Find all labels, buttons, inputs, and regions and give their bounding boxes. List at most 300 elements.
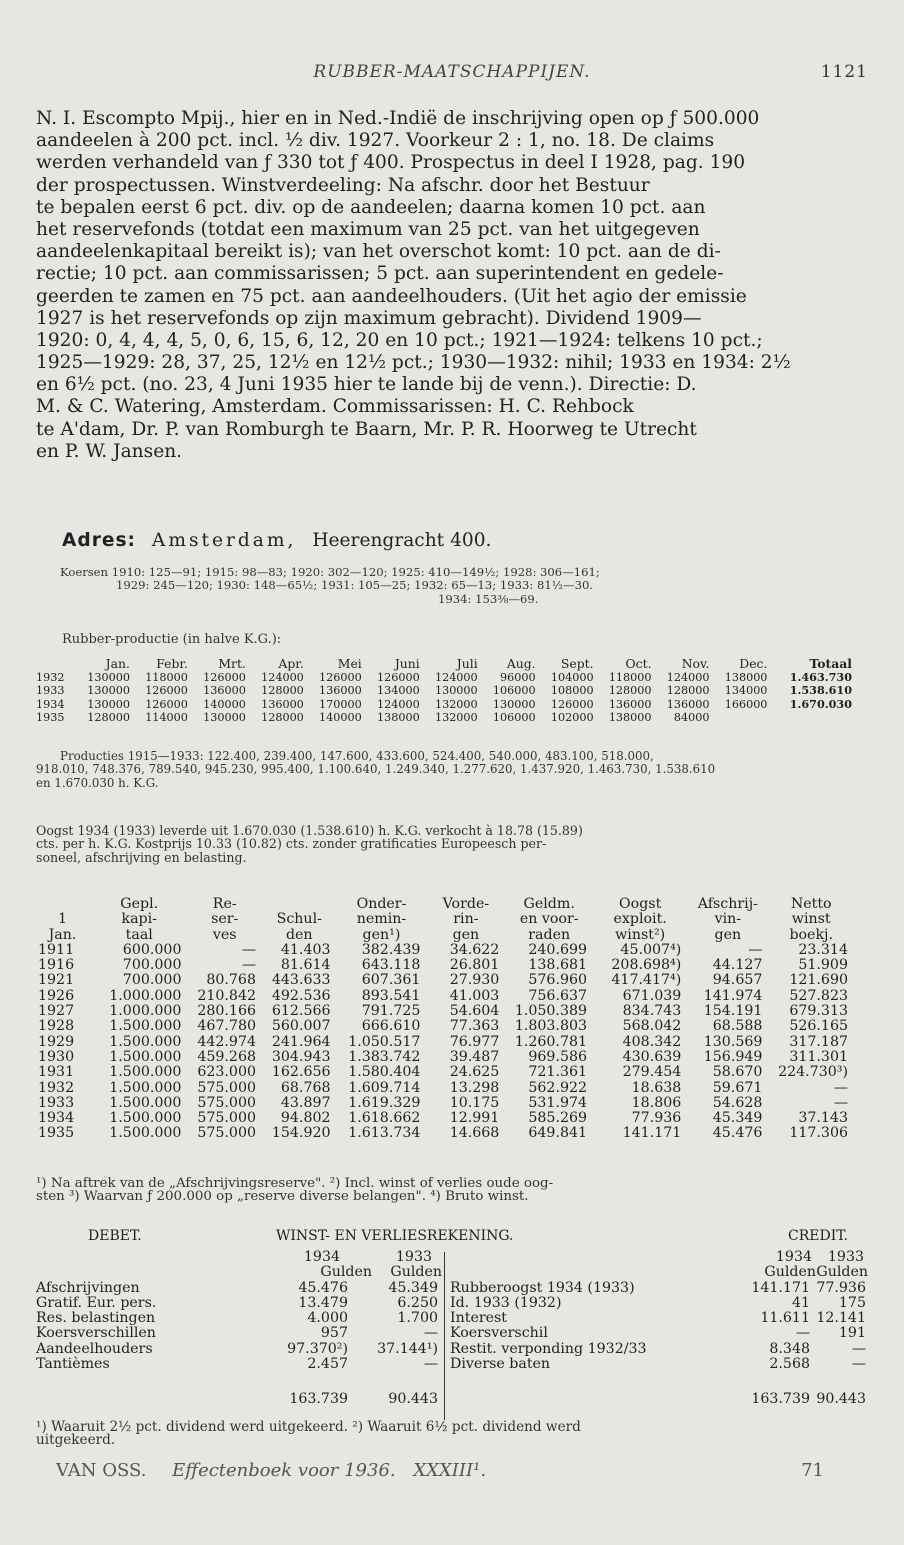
fin-header-row bbox=[34, 912, 854, 927]
fin-row bbox=[34, 1050, 854, 1065]
fin-cell: 13.298 bbox=[449, 1079, 500, 1096]
fin-cell: — bbox=[833, 1094, 848, 1111]
wv-credit-row bbox=[450, 1357, 868, 1372]
wv-credit-row bbox=[450, 1326, 868, 1341]
fin-cell: 1926 bbox=[38, 987, 75, 1004]
wv-value-b: — bbox=[423, 1356, 438, 1373]
wv-value-b: 6.250 bbox=[397, 1294, 438, 1311]
rubber-cell: 96000 bbox=[500, 670, 536, 684]
intro-line: 1920: 0, 4, 4, 4, 5, 0, 6, 15, 6, 12, 20 en 10 pct.; 1921—1924: telkens 10 pct.; bbox=[36, 329, 763, 351]
rubber-cell: 118000 bbox=[145, 670, 188, 684]
fin-cell: 81.614 bbox=[280, 957, 331, 974]
producties-line: 918.010, 748.376, 789.540, 945.230, 995.400, 1.100.640, 1.249.340, 1.277.620, 1.437.920, 1.463.730, 1.538.610 bbox=[36, 762, 716, 777]
rubber-row bbox=[36, 684, 852, 698]
address-label: Adres: bbox=[62, 530, 136, 551]
rubber-cell: 136000 bbox=[319, 684, 362, 698]
fin-cell: 59.671 bbox=[712, 1079, 763, 1096]
fin-row bbox=[34, 989, 854, 1004]
fin-header-cell bbox=[262, 897, 337, 912]
wv-value-b: 45.349 bbox=[388, 1279, 438, 1296]
fin-cell: 77.936 bbox=[631, 1110, 682, 1127]
fin-cell: 141.171 bbox=[622, 1125, 682, 1142]
fin-header-cell: gen¹) bbox=[362, 926, 401, 943]
rubber-cell: 102000 bbox=[550, 711, 594, 725]
rubber-cell: 136000 bbox=[203, 684, 246, 698]
fin-cell: 240.699 bbox=[528, 941, 588, 958]
fin-cell: 1932 bbox=[38, 1079, 75, 1096]
fin-cell: 138.681 bbox=[528, 957, 588, 974]
fin-header-cell: 1 bbox=[57, 911, 68, 928]
fin-header-cell: gen bbox=[452, 926, 480, 943]
wv-year-b: 1933 bbox=[395, 1249, 432, 1265]
intro-line: aandeelenkapitaal bereikt is); van het overschot komt: 10 pct. aan de di- bbox=[36, 241, 721, 263]
intro-line: te A'dam, Dr. P. van Romburgh te Baarn, Mr. P. R. Hoorweg te Utrecht bbox=[36, 418, 697, 440]
fin-cell: 12.991 bbox=[449, 1110, 500, 1127]
fin-header-row bbox=[34, 928, 854, 943]
financial-history-table bbox=[34, 897, 854, 1142]
rubber-cell: 1.670.030 bbox=[789, 696, 852, 711]
wv-label: Tantièmes bbox=[36, 1356, 110, 1373]
rubber-cell: 166000 bbox=[724, 697, 768, 711]
fin-cell: 1911 bbox=[38, 941, 75, 958]
fin-header-cell: winst²) bbox=[615, 926, 666, 943]
wv-label: Gratif. Eur. pers. bbox=[36, 1294, 157, 1311]
rubber-cell: 134000 bbox=[377, 684, 420, 698]
fin-cell: 154.191 bbox=[703, 1003, 763, 1020]
wv-label: Koersverschil bbox=[450, 1325, 548, 1342]
fin-cell: 671.039 bbox=[622, 987, 682, 1004]
fin-cell: 18.806 bbox=[631, 1094, 682, 1111]
intro-line: der prospectussen. Winstverdeeling: Na afschr. door het Bestuur bbox=[36, 174, 650, 196]
rubber-month-header: Juni bbox=[394, 656, 420, 671]
fin-header-cell: ser- bbox=[211, 911, 239, 928]
fin-cell: 1.500.000 bbox=[109, 1064, 182, 1081]
rubber-cell: 126000 bbox=[550, 697, 594, 711]
fin-header-row bbox=[34, 897, 854, 912]
fin-header-cell: gen bbox=[714, 926, 742, 943]
wv-total-row bbox=[36, 1392, 444, 1407]
intro-line: N. I. Escompto Mpij., hier en in Ned.-Indië de inschrijving open op ƒ 500.000 bbox=[36, 108, 760, 129]
fin-cell: 1.803.803 bbox=[514, 1018, 588, 1035]
wv-total-b: 90.443 bbox=[816, 1391, 866, 1408]
fin-cell: 1921 bbox=[38, 972, 75, 989]
fin-cell: 241.964 bbox=[271, 1033, 331, 1050]
producties-line: en 1.670.030 h. K.G. bbox=[36, 775, 159, 790]
wv-unit-row bbox=[36, 1265, 444, 1280]
wv-year-a: 1934 bbox=[775, 1249, 812, 1265]
fin-cell: 791.725 bbox=[361, 1003, 421, 1020]
fin-cell: 68.768 bbox=[280, 1079, 331, 1096]
wv-credit-row bbox=[450, 1311, 868, 1326]
fin-row bbox=[34, 1035, 854, 1050]
producties-line: Producties 1915—1933: 122.400, 239.400, 147.600, 433.600, 524.400, 540.000, 483.100, 518.000, bbox=[60, 749, 654, 763]
fin-cell: 969.586 bbox=[528, 1048, 588, 1065]
rubber-cell: 130000 bbox=[203, 711, 246, 725]
fin-header-cell: rin- bbox=[453, 911, 479, 928]
fin-cell: 575.000 bbox=[197, 1110, 256, 1127]
fin-cell: 39.487 bbox=[449, 1048, 500, 1065]
fin-cell: 382.439 bbox=[361, 941, 421, 958]
wv-debet-row bbox=[36, 1296, 444, 1311]
fin-cell: 1.618.662 bbox=[348, 1110, 421, 1127]
fin-header-cell: taal bbox=[125, 926, 153, 943]
fin-header-cell: Afschrij- bbox=[697, 896, 758, 912]
footer-page: 71 bbox=[801, 1460, 824, 1481]
rubber-cell: 132000 bbox=[434, 711, 478, 725]
fin-cell: 700.000 bbox=[122, 957, 182, 974]
intro-line: en 6½ pct. (no. 23, 4 Juni 1935 hier te lande bij de venn.). Directie: D. bbox=[36, 374, 697, 396]
fin-cell: 304.943 bbox=[271, 1048, 331, 1065]
fin-header-cell: Gepl. bbox=[120, 896, 159, 912]
wv-debet-row bbox=[36, 1342, 444, 1357]
fin-cell: 1.050.389 bbox=[514, 1003, 588, 1020]
fin-row bbox=[34, 1019, 854, 1034]
rubber-month-header: Juli bbox=[456, 656, 478, 671]
wv-value-b: — bbox=[851, 1356, 866, 1373]
page-footer bbox=[56, 1460, 864, 1481]
wv-value-a: 957 bbox=[320, 1325, 348, 1342]
fin-row bbox=[34, 973, 854, 988]
fin-cell: 1928 bbox=[38, 1018, 75, 1035]
wv-value-a: 8.348 bbox=[769, 1340, 810, 1357]
fin-header-cell: kapi- bbox=[121, 911, 157, 928]
wv-label: Interest bbox=[450, 1310, 507, 1327]
oogst-block bbox=[36, 824, 866, 864]
fin-cell: 575.000 bbox=[197, 1079, 256, 1096]
fin-row bbox=[34, 1096, 854, 1111]
fin-cell: 18.638 bbox=[631, 1079, 682, 1096]
wv-unit-row bbox=[450, 1265, 868, 1280]
fin-cell: — bbox=[833, 1079, 848, 1096]
fin-cell: 45.476 bbox=[712, 1125, 763, 1142]
wv-debet-label: DEBET. bbox=[88, 1228, 142, 1244]
wv-total-row bbox=[450, 1392, 868, 1407]
fin-cell: 58.670 bbox=[712, 1064, 763, 1081]
fin-header-cell: exploit. bbox=[613, 911, 667, 928]
wv-credit-row bbox=[450, 1342, 868, 1357]
wv-gap bbox=[36, 1372, 444, 1392]
wv-label: Restit. verponding 1932/33 bbox=[450, 1340, 647, 1357]
fin-cell: 77.363 bbox=[449, 1018, 500, 1035]
rubber-cell: 108000 bbox=[550, 684, 594, 698]
rubber-month-header: Totaal bbox=[809, 656, 852, 671]
fin-cell: 54.628 bbox=[712, 1094, 763, 1111]
rubber-cell: 126000 bbox=[377, 670, 420, 684]
fin-cell: 162.656 bbox=[271, 1064, 331, 1081]
fin-header-cell: Geldm. bbox=[523, 896, 575, 912]
fin-cell: 117.306 bbox=[789, 1125, 848, 1142]
fin-cell: 41.403 bbox=[280, 941, 331, 958]
fin-cell: 527.823 bbox=[789, 987, 848, 1004]
fin-cell: 224.730³) bbox=[778, 1064, 848, 1081]
rubber-cell: 132000 bbox=[434, 697, 478, 711]
fin-cell: 834.743 bbox=[622, 1003, 682, 1020]
fin-cell: 893.541 bbox=[361, 987, 421, 1004]
rubber-cell: 126000 bbox=[145, 684, 188, 698]
footer-volume: XXXIII¹. bbox=[413, 1460, 487, 1481]
fin-header-cell: Vorde- bbox=[442, 896, 490, 912]
fin-header-cell: vin- bbox=[714, 911, 742, 928]
fin-cell: 1.580.404 bbox=[348, 1064, 421, 1081]
wv-value-a: 4.000 bbox=[307, 1310, 348, 1327]
fin-cell: 121.690 bbox=[789, 972, 848, 989]
wv-value-b: 1.700 bbox=[397, 1310, 438, 1327]
wv-value-b: — bbox=[851, 1340, 866, 1357]
fin-cell: 1.500.000 bbox=[109, 1079, 182, 1096]
fin-cell: 1.000.000 bbox=[109, 1003, 182, 1020]
rubber-month-header: Apr. bbox=[278, 656, 304, 671]
wv-label: Diverse baten bbox=[450, 1356, 551, 1373]
wv-unit-a: Gulden bbox=[320, 1264, 372, 1281]
fin-cell: 1916 bbox=[38, 957, 75, 974]
koersen-block bbox=[60, 566, 860, 606]
wv-footnotes bbox=[36, 1420, 866, 1447]
rubber-cell: 106000 bbox=[492, 711, 536, 725]
wv-credit-row bbox=[450, 1281, 868, 1296]
fin-cell: 560.007 bbox=[271, 1018, 331, 1035]
fin-header-cell: nemin- bbox=[356, 911, 407, 928]
rubber-year: 1935 bbox=[36, 711, 65, 725]
address-city: Amsterdam, bbox=[151, 530, 297, 551]
fin-cell: 643.118 bbox=[361, 957, 421, 974]
wv-value-a: 141.171 bbox=[751, 1279, 810, 1296]
wv-value-b: 191 bbox=[838, 1325, 866, 1342]
fin-cell: 600.000 bbox=[122, 941, 182, 958]
rubber-row bbox=[36, 698, 852, 712]
rubber-cell: 124000 bbox=[261, 670, 304, 684]
fin-cell: 666.610 bbox=[361, 1018, 421, 1035]
fin-row bbox=[34, 958, 854, 973]
rubber-year-header bbox=[36, 657, 72, 671]
rubber-cell: 138000 bbox=[724, 670, 768, 684]
wv-label: Id. 1933 (1932) bbox=[450, 1294, 562, 1311]
rubber-cell: 118000 bbox=[608, 670, 652, 684]
rubber-year: 1933 bbox=[36, 684, 65, 698]
footer-title: Effectenboek voor 1936. bbox=[172, 1460, 396, 1481]
fin-header-cell: Onder- bbox=[356, 896, 407, 912]
fin-cell: 1935 bbox=[38, 1125, 75, 1142]
rubber-cell: 138000 bbox=[608, 711, 652, 725]
fin-cell: 756.637 bbox=[528, 987, 588, 1004]
fin-cell: 526.165 bbox=[789, 1018, 848, 1035]
rubber-cell: 124000 bbox=[434, 670, 478, 684]
fin-cell: 156.949 bbox=[703, 1048, 763, 1065]
fin-cell: 41.003 bbox=[449, 987, 500, 1004]
fin-cell: 208.698⁴) bbox=[611, 957, 682, 974]
rubber-cell: 130000 bbox=[492, 697, 536, 711]
rubber-cell: 106000 bbox=[492, 684, 536, 698]
fin-cell: — bbox=[748, 941, 763, 958]
fin-cell: 1.500.000 bbox=[109, 1018, 182, 1035]
wv-credit-label: CREDIT. bbox=[788, 1228, 848, 1244]
rubber-month-header: Mrt. bbox=[218, 656, 246, 671]
fin-cell: 1931 bbox=[38, 1064, 75, 1081]
rubber-month-header: Nov. bbox=[681, 656, 710, 671]
fin-cell: 94.657 bbox=[712, 972, 763, 989]
wv-credit-row bbox=[450, 1296, 868, 1311]
wv-label: Koersverschillen bbox=[36, 1325, 156, 1342]
rubber-cell bbox=[767, 711, 852, 725]
fin-header-cell bbox=[34, 897, 91, 912]
fin-cell: 68.588 bbox=[712, 1018, 763, 1035]
fin-cell: 1.500.000 bbox=[109, 1110, 182, 1127]
fin-cell: 1.000.000 bbox=[109, 987, 182, 1004]
fin-cell: 141.974 bbox=[703, 987, 763, 1004]
wv-total-a: 163.739 bbox=[751, 1391, 810, 1408]
fin-cell: 210.842 bbox=[197, 987, 256, 1004]
rubber-cell: 140000 bbox=[203, 697, 246, 711]
wv-value-b: 12.141 bbox=[816, 1310, 866, 1327]
intro-line: 1925—1929: 28, 37, 25, 12½ en 12½ pct.; 1930—1932: nihil; 1933 en 1934: 2½ bbox=[36, 352, 791, 374]
wv-label: Rubberoogst 1934 (1933) bbox=[450, 1279, 635, 1296]
fin-row bbox=[34, 943, 854, 958]
fin-header-cell: Schul- bbox=[276, 911, 322, 928]
wv-value-a: 11.611 bbox=[760, 1310, 810, 1327]
rubber-production-table bbox=[36, 657, 852, 725]
fin-cell: 37.143 bbox=[798, 1110, 848, 1127]
rubber-year: 1932 bbox=[36, 670, 65, 684]
rubber-row bbox=[36, 711, 852, 725]
fin-cell: 417.417⁴) bbox=[611, 972, 682, 989]
rubber-cell: 104000 bbox=[550, 670, 594, 684]
fin-cell: 700.000 bbox=[122, 972, 182, 989]
fin-cell: 442.974 bbox=[197, 1033, 256, 1050]
wv-debet-row bbox=[36, 1281, 444, 1296]
fin-cell: 1.500.000 bbox=[109, 1094, 182, 1111]
rubber-cell: 1.463.730 bbox=[789, 669, 852, 684]
wv-total-a: 163.739 bbox=[289, 1391, 348, 1408]
fin-cell: 492.536 bbox=[271, 987, 331, 1004]
rubber-cell: 130000 bbox=[434, 684, 478, 698]
rubber-month-header: Jan. bbox=[105, 656, 130, 671]
oogst-line: soneel, afschrijving en belasting. bbox=[36, 849, 247, 865]
fin-cell: 568.042 bbox=[622, 1018, 682, 1035]
page-header-title: RUBBER-MAATSCHAPPIJEN. bbox=[313, 62, 591, 82]
fin-cell: 23.314 bbox=[798, 941, 848, 958]
fin-cell: 94.802 bbox=[280, 1110, 331, 1127]
fin-cell: 1.500.000 bbox=[109, 1033, 182, 1050]
fin-cell: 459.268 bbox=[197, 1048, 256, 1065]
rubber-month-header: Mei bbox=[337, 656, 362, 671]
fin-header-cell: Oogst bbox=[619, 896, 662, 912]
fin-header-cell: ves bbox=[212, 926, 237, 943]
intro-paragraph bbox=[36, 108, 872, 463]
fin-cell: 576.960 bbox=[528, 972, 588, 989]
financial-footnotes bbox=[36, 1176, 866, 1203]
rubber-cell: 138000 bbox=[377, 711, 420, 725]
koersen-line: Koersen 1910: 125—91; 1915: 98—83; 1920: 302—120; 1925: 410—149½; 1928: 306—161; bbox=[60, 565, 600, 579]
rubber-cell: 124000 bbox=[666, 670, 710, 684]
fin-cell: 443.633 bbox=[271, 972, 331, 989]
fin-cell: 1930 bbox=[38, 1048, 75, 1065]
fin-cell: 80.768 bbox=[206, 972, 256, 989]
wv-label: Afschrijvingen bbox=[36, 1279, 140, 1296]
rubber-cell: 170000 bbox=[319, 697, 362, 711]
wv-credit-side bbox=[450, 1250, 868, 1408]
intro-line: M. & C. Watering, Amsterdam. Commissarissen: H. C. Rehbock bbox=[36, 396, 634, 418]
fin-cell: 575.000 bbox=[197, 1094, 256, 1111]
wv-value-a: 2.457 bbox=[307, 1356, 348, 1373]
fin-cell: 1.050.517 bbox=[348, 1033, 421, 1050]
wv-value-a: 45.476 bbox=[298, 1279, 348, 1296]
fin-cell: 408.342 bbox=[622, 1033, 682, 1050]
fin-cell: 24.625 bbox=[449, 1064, 500, 1081]
wv-label: Res. belastingen bbox=[36, 1310, 156, 1327]
fin-cell: 51.909 bbox=[798, 957, 848, 974]
oogst-line: Oogst 1934 (1933) leverde uit 1.670.030 (1.538.610) h. K.G. verkocht à 18.78 (15.89) bbox=[36, 823, 583, 838]
fin-header-cell: raden bbox=[528, 926, 571, 943]
wv-value-b: — bbox=[423, 1325, 438, 1342]
wv-year-b: 1933 bbox=[827, 1249, 864, 1265]
fin-cell: 1.613.734 bbox=[348, 1125, 421, 1142]
fin-cell: 1929 bbox=[38, 1033, 75, 1050]
fin-cell: 76.977 bbox=[449, 1033, 500, 1050]
wv-debet-side bbox=[36, 1250, 444, 1408]
rubber-month-header: Oct. bbox=[625, 656, 652, 671]
fin-cell: 154.920 bbox=[271, 1125, 331, 1142]
fin-cell: 45.007⁴) bbox=[620, 941, 682, 958]
rubber-cell: 126000 bbox=[145, 697, 188, 711]
rubber-month-header: Sept. bbox=[560, 656, 594, 671]
rubber-year: 1934 bbox=[36, 697, 65, 711]
rubber-cell: 130000 bbox=[87, 670, 130, 684]
wv-debet-row bbox=[36, 1311, 444, 1326]
koersen-line: 1934: 153⅜—69. bbox=[438, 591, 539, 606]
wv-debet-row bbox=[36, 1326, 444, 1341]
fin-cell: 44.127 bbox=[712, 957, 763, 974]
fin-header-cell: winst bbox=[791, 911, 831, 928]
rubber-cell: 84000 bbox=[673, 711, 710, 725]
fin-cell: 562.922 bbox=[528, 1079, 588, 1096]
fin-cell: 279.454 bbox=[622, 1064, 682, 1081]
intro-line: 1927 is het reservefonds op zijn maximum gebracht). Dividend 1909— bbox=[36, 307, 702, 329]
fin-cell: 1.383.742 bbox=[348, 1048, 421, 1065]
fin-cell: — bbox=[241, 941, 256, 958]
fin-cell: 467.780 bbox=[197, 1018, 256, 1035]
fin-cell: 14.668 bbox=[449, 1125, 500, 1142]
fin-cell: 45.349 bbox=[712, 1110, 763, 1127]
intro-line: rectie; 10 pct. aan commissarissen; 5 pct. aan superintendent en gedele- bbox=[36, 263, 724, 285]
fin-cell: 311.301 bbox=[789, 1048, 848, 1065]
fin-row bbox=[34, 1111, 854, 1126]
rubber-cell: 136000 bbox=[666, 697, 710, 711]
fin-header-cell: Jan. bbox=[48, 926, 77, 943]
intro-line: en P. W. Jansen. bbox=[36, 440, 183, 462]
wv-value-a: 41 bbox=[791, 1294, 810, 1311]
fin-cell: 1933 bbox=[38, 1094, 75, 1111]
wv-value-b: 37.144¹) bbox=[377, 1340, 438, 1357]
rubber-cell: 134000 bbox=[724, 684, 768, 698]
fin-cell: 607.361 bbox=[361, 972, 421, 989]
rubber-cell: 128000 bbox=[261, 684, 304, 698]
rubber-cell: 126000 bbox=[203, 670, 246, 684]
wv-year-row bbox=[36, 1250, 444, 1265]
fin-cell: 1.500.000 bbox=[109, 1125, 182, 1142]
producties-block bbox=[36, 750, 866, 790]
wv-unit-b: Gulden bbox=[816, 1264, 868, 1281]
rubber-cell: 130000 bbox=[87, 684, 130, 698]
fin-cell: 679.313 bbox=[789, 1003, 848, 1020]
wv-value-a: 97.370²) bbox=[287, 1340, 348, 1357]
fin-cell: — bbox=[241, 957, 256, 974]
address-street: Heerengracht 400. bbox=[312, 530, 492, 551]
fin-cell: 1.619.329 bbox=[348, 1094, 421, 1111]
fin-cell: 1927 bbox=[38, 1003, 75, 1020]
intro-line: geerden te zamen en 75 pct. aan aandeelhouders. (Uit het agio der emissie bbox=[36, 285, 747, 307]
intro-line: te bepalen eerst 6 pct. div. op de aandeelen; daarna komen 10 pct. aan bbox=[36, 196, 706, 218]
wv-separator bbox=[444, 1252, 445, 1420]
fin-row bbox=[34, 1004, 854, 1019]
